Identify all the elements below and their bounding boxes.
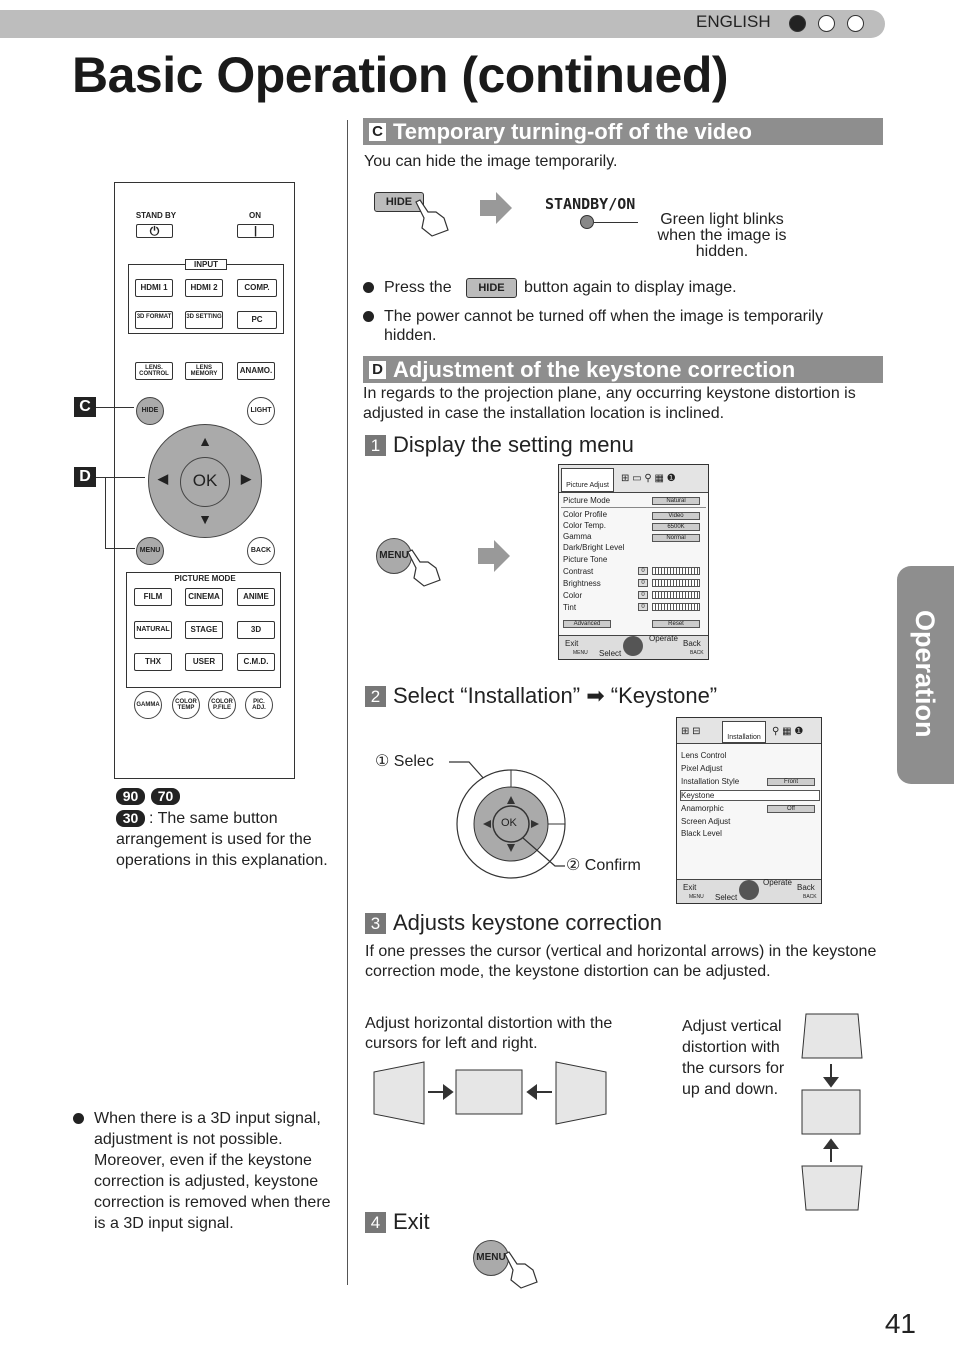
hide-button[interactable]: HIDE (136, 397, 164, 425)
marker-d-line (105, 477, 106, 549)
menu-row[interactable]: Brightness (563, 579, 601, 588)
page-number: 41 (884, 1308, 916, 1339)
standby-on-label: STANDBY/ON (545, 195, 636, 213)
menu-row[interactable]: Lens Control (681, 751, 727, 760)
menu-number: 0 (638, 579, 648, 587)
language-label: ENGLISH (696, 12, 771, 31)
marker-d-line (105, 548, 135, 549)
advanced-button[interactable]: Advanced (563, 620, 611, 628)
section-d-header (363, 356, 883, 383)
bullet (73, 1113, 84, 1124)
bullet1-pre: Press the (384, 279, 452, 296)
cursor-pad-icon (623, 636, 643, 656)
menu-row[interactable]: Color Temp. (563, 521, 606, 530)
step-title-text: Exit (393, 1209, 430, 1234)
menu-row[interactable]: Installation Style (681, 777, 740, 786)
menu-slider[interactable] (652, 603, 700, 611)
comp-button[interactable]: COMP. (237, 279, 277, 297)
pointing-hand-icon (402, 548, 446, 588)
section-c-intro: You can hide the image temporarily. (364, 153, 618, 170)
tab-icons: ⚲ ▦ ❶ (772, 726, 804, 737)
model-badge-70: 70 (151, 788, 180, 805)
hdmi2-button[interactable]: HDMI 2 (185, 279, 223, 297)
language-dot-empty (847, 15, 864, 32)
section-c-letter: C (369, 123, 386, 141)
stage-button[interactable]: STAGE (185, 621, 223, 639)
pointing-hand-icon (410, 198, 454, 238)
user-button[interactable]: USER (185, 653, 223, 671)
models-note: : The same button arrangement is used for the operations in this explanation. (116, 810, 328, 869)
divider (561, 507, 706, 508)
menu-row[interactable]: Gamma (563, 532, 592, 541)
menu-row[interactable]: Picture Mode (563, 496, 611, 505)
picture-mode-label: PICTURE MODE (174, 574, 236, 583)
page-title: Basic Operation (continued) (72, 47, 729, 103)
anime-button[interactable]: ANIME (237, 588, 275, 606)
lens-memory-button[interactable]: LENS MEMORY (185, 362, 223, 380)
model-badge-30: 30 (116, 810, 145, 827)
menu-row[interactable]: Pixel Adjust (681, 764, 723, 773)
step-number: 4 (365, 1212, 386, 1233)
footer-back: Back (683, 639, 701, 648)
tab-icons: ⊞ ▭ ⚲ ▦ ❶ (621, 473, 676, 484)
cinema-button[interactable]: CINEMA (185, 588, 223, 606)
menu-button[interactable]: MENU (376, 538, 412, 574)
menu-value: Normal (652, 534, 700, 542)
step-title-text: Select “Installation” ➡ “Keystone” (393, 683, 718, 708)
vertical-keystone-diagram (800, 1012, 864, 1214)
menu-value: Video (652, 512, 700, 520)
menu-number: 0 (638, 591, 648, 599)
indicator-light (580, 215, 594, 229)
up-arrow-icon: ▲ (198, 433, 212, 449)
section-d-letter: D (369, 361, 386, 379)
reset-button[interactable]: Reset (652, 620, 700, 628)
step-number: 3 (365, 913, 386, 934)
right-arrow-icon (478, 190, 514, 226)
indicator-line (594, 222, 638, 223)
menu-value: Natural (652, 497, 700, 505)
language-dot-empty (818, 15, 835, 32)
bullet (363, 282, 374, 293)
tab-picture-adjust[interactable]: Picture Adjust (561, 468, 614, 492)
marker-c-line (96, 407, 134, 408)
on-label: ON (249, 211, 261, 220)
hdmi1-button[interactable]: HDMI 1 (135, 279, 173, 297)
input-label: INPUT (185, 259, 227, 270)
footer-menu-key: MENU (573, 650, 588, 656)
model-badge-90: 90 (116, 788, 145, 805)
cursor-pad-icon (739, 880, 759, 900)
horizontal-note: Adjust horizontal distortion with the cursors for left and right. (365, 1015, 613, 1052)
section-d-intro: In regards to the projection plane, any occurring keystone distortion is adjusted in case the installation location is inclined. (363, 385, 856, 422)
horizontal-keystone-diagram (372, 1060, 608, 1126)
section-d-title: Adjustment of the keystone correction (393, 357, 796, 382)
3d-setting-button[interactable]: 3D SETTING (185, 311, 223, 329)
menu-row[interactable]: Color (563, 591, 583, 600)
light-button[interactable]: LIGHT (247, 397, 275, 425)
menu-row[interactable]: Black Level (681, 829, 722, 838)
step-title-text: Adjusts keystone correction (393, 910, 663, 935)
step-3-title (365, 910, 662, 936)
natural-button[interactable]: NATURAL (134, 621, 172, 639)
film-button[interactable]: FILM (134, 588, 172, 606)
back-button[interactable]: BACK (247, 537, 275, 565)
pic-adj-button[interactable]: PIC. ADJ. (245, 691, 273, 719)
ok-label: OK (501, 817, 517, 829)
menu-row[interactable]: Tint (563, 603, 577, 612)
menu-button[interactable]: MENU (136, 537, 164, 565)
pointing-hand-icon (499, 1250, 543, 1290)
menu-number: 0 (638, 603, 648, 611)
on-button[interactable]: | (237, 224, 274, 238)
bullet2: The power cannot be turned off when the image is temporarily hidden. (384, 308, 824, 344)
footer-exit: Exit (565, 639, 579, 648)
step-title-text: Display the setting menu (393, 432, 634, 457)
menu-row[interactable]: Picture Tone (563, 555, 608, 564)
footer-back-key: BACK (690, 650, 704, 656)
ok-button[interactable]: OK (180, 457, 230, 507)
lens-control-button[interactable]: LENS. CONTROL (135, 362, 173, 380)
step-4-title (365, 1209, 430, 1235)
menu-value: 6500K (652, 523, 700, 531)
menu-value: Off (767, 805, 815, 813)
anamo-button[interactable]: ANAMO. (237, 362, 275, 380)
left-arrow-icon: ◀ (158, 471, 168, 486)
column-divider (347, 120, 348, 1285)
color-temp-button[interactable]: COLOR TEMP (172, 691, 200, 719)
menu-row[interactable]: Color Profile (563, 510, 608, 519)
footer-operate: Operate (763, 878, 792, 887)
marker-d: D (74, 467, 96, 487)
step-3-description: If one presses the cursor (vertical and horizontal arrows) in the keystone correction mode, the keystone distortion can be adjusted. (365, 943, 877, 980)
right-arrow-icon: ▶ (241, 471, 251, 486)
select-label: ① Selec (375, 753, 434, 770)
footer-menu-key: MENU (689, 894, 704, 900)
standby-button[interactable]: ⏻ (136, 224, 173, 238)
standby-label: STAND BY (135, 211, 177, 220)
footer-back-key: BACK (803, 894, 817, 900)
footer-exit: Exit (683, 883, 697, 892)
menu-footer (559, 635, 708, 659)
menu-button[interactable]: MENU (473, 1240, 509, 1276)
3d-input-note: When there is a 3D input signal, adjustment is not possible. Moreover, even if the keystone correction is adjusted, keystone correction is removed when there is a 3D input signal. (94, 1110, 331, 1232)
menu-row[interactable]: Dark/Bright Level (563, 543, 625, 552)
cmd-button[interactable]: C.M.D. (237, 653, 275, 671)
menu-row[interactable]: Anamorphic (681, 804, 724, 813)
vertical-note: Adjust vertical distortion with the cursors for up and down. (682, 1018, 785, 1098)
down-arrow-icon: ▼ (198, 511, 212, 527)
bullet1-post: button again to display image. (524, 279, 737, 296)
menu-slider[interactable] (652, 579, 700, 587)
3d-button[interactable]: 3D (237, 621, 275, 639)
bullet (363, 311, 374, 322)
tab-icons: ⊞ ⊟ (681, 726, 701, 737)
right-arrow-icon (476, 538, 512, 574)
step-2-title (365, 683, 717, 709)
blink-note: Green light blinks when the image is hidden. (657, 211, 787, 260)
hide-button-inline[interactable]: HIDE (466, 278, 517, 298)
marker-c: C (74, 397, 96, 417)
step-1-title (365, 432, 634, 458)
thx-button[interactable]: THX (134, 653, 172, 671)
menu-number: 0 (638, 567, 648, 575)
menu-footer (677, 879, 821, 903)
picture-adjust-menu (558, 464, 709, 660)
menu-row[interactable]: Contrast (563, 567, 594, 576)
menu-row-keystone[interactable]: Keystone (681, 791, 715, 800)
section-c-header (363, 118, 883, 145)
menu-slider[interactable] (652, 567, 700, 575)
menu-row[interactable]: Screen Adjust (681, 817, 731, 826)
confirm-label: ② Confirm (566, 857, 641, 874)
3d-format-button[interactable]: 3D FORMAT (135, 311, 173, 329)
side-tab-label: Operation (910, 610, 940, 738)
remote-control (114, 182, 295, 779)
footer-operate: Operate (649, 634, 678, 643)
step-number: 2 (365, 686, 386, 707)
footer-select: Select (715, 893, 738, 902)
pc-button[interactable]: PC (237, 311, 277, 329)
marker-d-line (105, 477, 145, 478)
hide-button[interactable]: HIDE (374, 192, 424, 212)
footer-select: Select (599, 649, 622, 658)
footer-back: Back (797, 883, 815, 892)
menu-value: Front (767, 778, 815, 786)
tab-installation[interactable]: Installation (722, 721, 766, 743)
gamma-button[interactable]: GAMMA (134, 691, 162, 719)
language-dot-filled (789, 15, 806, 32)
menu-slider[interactable] (652, 591, 700, 599)
section-c-title: Temporary turning-off of the video (393, 119, 752, 144)
installation-menu (676, 717, 822, 904)
step-number: 1 (365, 435, 386, 456)
color-pfile-button[interactable]: COLOR P.FILE (208, 691, 236, 719)
